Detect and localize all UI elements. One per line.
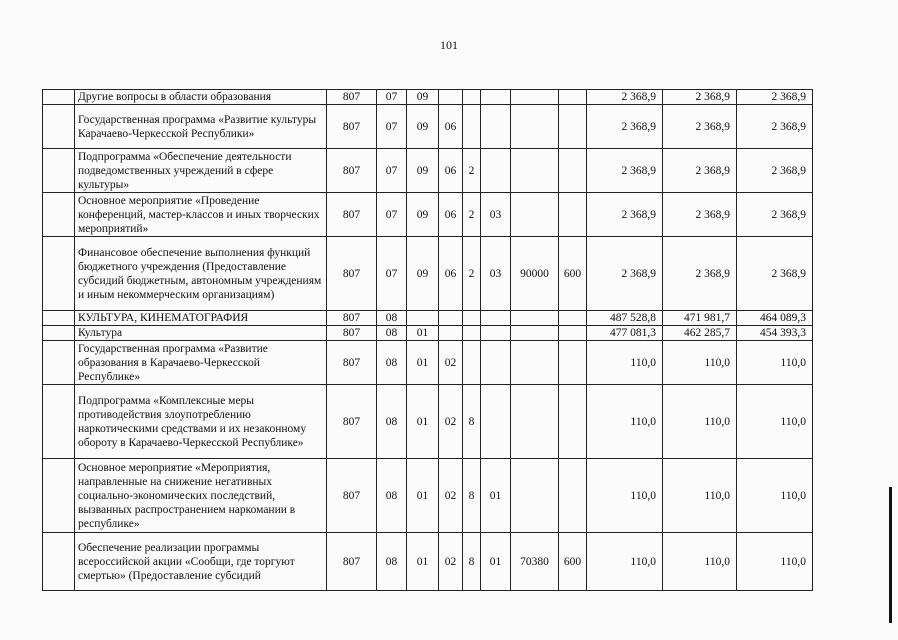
cell-ved: 807 [327, 533, 377, 591]
cell-rz: 08 [377, 311, 407, 326]
cell-ved: 807 [327, 459, 377, 533]
cell-om [481, 385, 511, 459]
cell-om [481, 90, 511, 105]
row-name: Финансовое обеспечение выполнения функций бюджетного учреждения (Предоставление субсидий бюджетным, автономным учреждениям и иным некоммерческим организациям) [75, 237, 327, 311]
cell-pp: 8 [463, 459, 481, 533]
cell-pr: 09 [407, 90, 439, 105]
cell-y2: 110,0 [663, 459, 737, 533]
row-margin-cell [43, 311, 75, 326]
cell-pp: 2 [463, 237, 481, 311]
page-number: 101 [440, 38, 458, 52]
row-margin-cell [43, 193, 75, 237]
row-name: Культура [75, 326, 327, 341]
cell-np [511, 385, 559, 459]
row-margin-cell [43, 533, 75, 591]
cell-om [481, 149, 511, 193]
cell-np [511, 193, 559, 237]
cell-y1: 487 528,8 [587, 311, 663, 326]
table-row [43, 326, 813, 341]
cell-y3: 110,0 [737, 533, 813, 591]
row-margin-cell [43, 326, 75, 341]
cell-np: 70380 [511, 533, 559, 591]
cell-om: 03 [481, 237, 511, 311]
cell-np [511, 311, 559, 326]
cell-ved: 807 [327, 385, 377, 459]
cell-y2: 110,0 [663, 385, 737, 459]
cell-ved: 807 [327, 90, 377, 105]
cell-gp: 02 [439, 533, 463, 591]
cell-pr: 09 [407, 149, 439, 193]
cell-om: 03 [481, 193, 511, 237]
cell-y1: 2 368,9 [587, 90, 663, 105]
table-row [43, 533, 813, 591]
cell-np [511, 149, 559, 193]
cell-pr: 09 [407, 237, 439, 311]
cell-rz: 07 [377, 193, 407, 237]
cell-y3: 110,0 [737, 341, 813, 385]
cell-pr: 01 [407, 341, 439, 385]
cell-ved: 807 [327, 311, 377, 326]
row-name: Основное мероприятие «Проведение конференций, мастер-классов и иных творческих мероприятий» [75, 193, 327, 237]
row-name: Другие вопросы в области образования [75, 90, 327, 105]
cell-pp [463, 341, 481, 385]
cell-y2: 110,0 [663, 341, 737, 385]
cell-vr [559, 326, 587, 341]
cell-rz: 07 [377, 149, 407, 193]
cell-vr: 600 [559, 237, 587, 311]
cell-pr [407, 311, 439, 326]
cell-np: 90000 [511, 237, 559, 311]
cell-rz: 07 [377, 237, 407, 311]
cell-vr [559, 311, 587, 326]
cell-gp [439, 90, 463, 105]
cell-pp [463, 90, 481, 105]
cell-pp: 8 [463, 533, 481, 591]
cell-vr [559, 385, 587, 459]
cell-y3: 110,0 [737, 385, 813, 459]
row-margin-cell [43, 149, 75, 193]
cell-y2: 2 368,9 [663, 237, 737, 311]
cell-rz: 07 [377, 90, 407, 105]
cell-y2: 2 368,9 [663, 105, 737, 149]
cell-y1: 2 368,9 [587, 149, 663, 193]
cell-y3: 2 368,9 [737, 90, 813, 105]
cell-om [481, 326, 511, 341]
cell-pp: 2 [463, 149, 481, 193]
cell-vr [559, 90, 587, 105]
cell-ved: 807 [327, 105, 377, 149]
cell-gp: 06 [439, 105, 463, 149]
cell-y2: 471 981,7 [663, 311, 737, 326]
cell-np [511, 90, 559, 105]
cell-ved: 807 [327, 237, 377, 311]
cell-np [511, 105, 559, 149]
cell-ved: 807 [327, 341, 377, 385]
cell-y2: 110,0 [663, 533, 737, 591]
cell-np [511, 341, 559, 385]
cell-gp: 02 [439, 459, 463, 533]
cell-pp: 2 [463, 193, 481, 237]
cell-om [481, 105, 511, 149]
cell-np [511, 459, 559, 533]
cell-vr [559, 193, 587, 237]
table-row [43, 341, 813, 385]
cell-om [481, 341, 511, 385]
cell-vr [559, 341, 587, 385]
cell-gp: 06 [439, 193, 463, 237]
margin-bar [889, 487, 892, 623]
row-margin-cell [43, 385, 75, 459]
cell-pr: 09 [407, 193, 439, 237]
row-margin-cell [43, 105, 75, 149]
cell-y1: 110,0 [587, 341, 663, 385]
cell-y2: 2 368,9 [663, 149, 737, 193]
budget-table [42, 89, 813, 591]
cell-pp: 8 [463, 385, 481, 459]
cell-vr [559, 105, 587, 149]
cell-pr: 09 [407, 105, 439, 149]
cell-rz: 08 [377, 385, 407, 459]
cell-vr [559, 459, 587, 533]
cell-y1: 2 368,9 [587, 105, 663, 149]
cell-y1: 2 368,9 [587, 193, 663, 237]
cell-gp: 02 [439, 341, 463, 385]
cell-y1: 477 081,3 [587, 326, 663, 341]
cell-y1: 110,0 [587, 459, 663, 533]
cell-y3: 2 368,9 [737, 105, 813, 149]
table-row [43, 237, 813, 311]
row-name: КУЛЬТУРА, КИНЕМАТОГРАФИЯ [75, 311, 327, 326]
cell-om: 01 [481, 533, 511, 591]
cell-y1: 110,0 [587, 533, 663, 591]
cell-y3: 2 368,9 [737, 237, 813, 311]
table-row [43, 385, 813, 459]
cell-y1: 110,0 [587, 385, 663, 459]
cell-y3: 2 368,9 [737, 149, 813, 193]
cell-rz: 08 [377, 326, 407, 341]
cell-pr: 01 [407, 326, 439, 341]
cell-np [511, 326, 559, 341]
cell-pr: 01 [407, 459, 439, 533]
cell-rz: 08 [377, 459, 407, 533]
table-row [43, 311, 813, 326]
row-name: Государственная программа «Развитие образования в Карачаево-Черкесской Республике» [75, 341, 327, 385]
cell-pp [463, 105, 481, 149]
cell-ved: 807 [327, 326, 377, 341]
row-margin-cell [43, 237, 75, 311]
cell-y3: 454 393,3 [737, 326, 813, 341]
cell-y3: 464 089,3 [737, 311, 813, 326]
row-name: Государственная программа «Развитие культуры Карачаево-Черкесской Республики» [75, 105, 327, 149]
cell-y1: 2 368,9 [587, 237, 663, 311]
cell-om: 01 [481, 459, 511, 533]
cell-rz: 07 [377, 105, 407, 149]
cell-gp: 06 [439, 149, 463, 193]
cell-gp [439, 326, 463, 341]
cell-pp [463, 311, 481, 326]
row-name: Обеспечение реализации программы всероссийской акции «Сообщи, где торгуют смертью» (Предоставление субсидий [75, 533, 327, 591]
cell-vr: 600 [559, 533, 587, 591]
cell-gp: 06 [439, 237, 463, 311]
table-row [43, 193, 813, 237]
cell-gp: 02 [439, 385, 463, 459]
table-row [43, 149, 813, 193]
cell-y2: 462 285,7 [663, 326, 737, 341]
cell-pp [463, 326, 481, 341]
row-name: Подпрограмма «Комплексные меры противодействия злоупотреблению наркотическими средствами и их незаконному обороту в Карачаево-Черкесской Республике» [75, 385, 327, 459]
cell-ved: 807 [327, 193, 377, 237]
row-margin-cell [43, 341, 75, 385]
cell-rz: 08 [377, 341, 407, 385]
table-row [43, 105, 813, 149]
cell-y3: 110,0 [737, 459, 813, 533]
row-margin-cell [43, 90, 75, 105]
cell-gp [439, 311, 463, 326]
cell-ved: 807 [327, 149, 377, 193]
row-name: Основное мероприятие «Мероприятия, направленные на снижение негативных социально-экономических последствий, вызванных распространением наркомании в республике» [75, 459, 327, 533]
cell-pr: 01 [407, 533, 439, 591]
row-margin-cell [43, 459, 75, 533]
cell-pr: 01 [407, 385, 439, 459]
cell-y3: 2 368,9 [737, 193, 813, 237]
cell-y2: 2 368,9 [663, 90, 737, 105]
cell-rz: 08 [377, 533, 407, 591]
row-name: Подпрограмма «Обеспечение деятельности подведомственных учреждений в сфере культуры» [75, 149, 327, 193]
cell-om [481, 311, 511, 326]
cell-y2: 2 368,9 [663, 193, 737, 237]
table-row [43, 90, 813, 105]
cell-vr [559, 149, 587, 193]
table-row [43, 459, 813, 533]
